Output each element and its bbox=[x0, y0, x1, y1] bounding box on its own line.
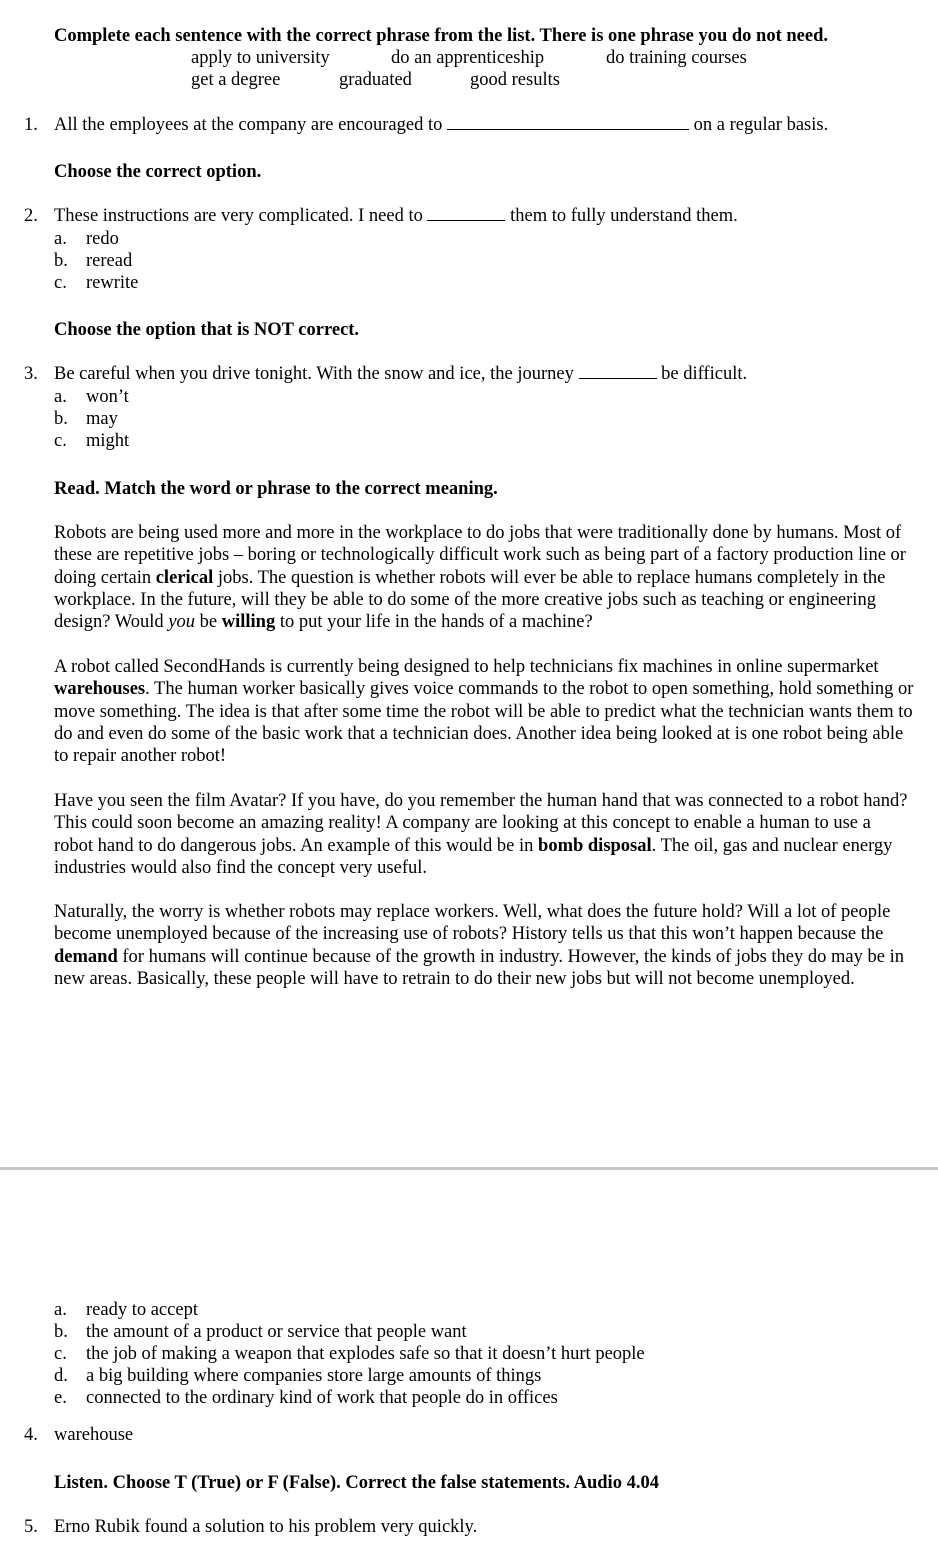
section5-instruction: Listen. Choose T (True) or F (False). Correct the false statements. Audio 4.04 bbox=[54, 1473, 659, 1493]
option-letter: a. bbox=[54, 229, 67, 249]
option-letter: c. bbox=[54, 273, 67, 293]
page-divider bbox=[0, 1167, 938, 1170]
answer-blank[interactable] bbox=[427, 205, 505, 221]
answer-blank[interactable] bbox=[579, 363, 657, 379]
paragraph-text: A robot called SecondHands is currently being designed to help technicians fix machines in online supermarket bbox=[54, 657, 879, 677]
option-letter: b. bbox=[54, 251, 68, 271]
meaning-letter: d. bbox=[54, 1366, 68, 1386]
option-text: may bbox=[86, 409, 118, 429]
meaning-text: a big building where companies store large amounts of things bbox=[86, 1366, 542, 1386]
question-4: warehouse bbox=[54, 1425, 134, 1445]
question-number: 4. bbox=[24, 1425, 38, 1445]
vocab-word-warehouses: warehouses bbox=[54, 679, 146, 700]
question-3 bbox=[54, 363, 747, 385]
meaning-text: the amount of a product or service that people want bbox=[86, 1322, 467, 1342]
answer-blank[interactable] bbox=[447, 114, 689, 130]
question-text: be difficult. bbox=[661, 364, 748, 384]
reading-paragraph-4 bbox=[54, 901, 914, 990]
option-item[interactable] bbox=[54, 408, 118, 430]
meaning-item bbox=[54, 1343, 645, 1365]
option-letter: a. bbox=[54, 387, 67, 407]
vocab-word-willing: willing bbox=[221, 612, 276, 633]
paragraph-text: . The human worker basically gives voice commands to the robot to open something, hold something or move something. The idea is that after some time the robot will be able to predict what the technician wants them to do and even do some of the basic work that a technician does. Another idea being looked at is one robot being able to repair another robot! bbox=[54, 679, 914, 767]
question-2 bbox=[54, 205, 738, 227]
vocab-word-clerical: clerical bbox=[155, 567, 214, 588]
meaning-text: connected to the ordinary kind of work that people do in offices bbox=[86, 1388, 558, 1408]
question-1 bbox=[54, 114, 828, 136]
question-number: 3. bbox=[24, 364, 38, 384]
word-bank-item: apply to university bbox=[191, 48, 330, 68]
option-text: rewrite bbox=[86, 273, 139, 293]
section1-instruction: Complete each sentence with the correct phrase from the list. There is one phrase you do not need. bbox=[54, 26, 829, 46]
paragraph-text: to put your life in the hands of a machine? bbox=[275, 612, 593, 633]
word-bank-item: do an apprenticeship bbox=[391, 48, 545, 68]
meaning-letter: a. bbox=[54, 1300, 67, 1320]
option-item[interactable] bbox=[54, 386, 129, 408]
question-text: on a regular basis. bbox=[693, 115, 829, 135]
option-text: might bbox=[86, 431, 130, 451]
meaning-text: the job of making a weapon that explodes safe so that it doesn’t hurt people bbox=[86, 1344, 645, 1364]
option-item[interactable] bbox=[54, 272, 138, 294]
reading-paragraph-3 bbox=[54, 790, 914, 879]
word-bank-item: good results bbox=[470, 70, 560, 90]
vocab-word-bomb-disposal: bomb disposal bbox=[538, 835, 652, 856]
vocab-word-demand: demand bbox=[54, 946, 118, 967]
word-bank-item: get a degree bbox=[191, 70, 281, 90]
option-item[interactable] bbox=[54, 228, 119, 250]
option-letter: c. bbox=[54, 431, 67, 451]
word-bank-item: do training courses bbox=[606, 48, 747, 68]
paragraph-text: . The oil, gas and nuclear energy industries would also find the concept very useful. bbox=[54, 835, 893, 878]
option-letter: b. bbox=[54, 409, 68, 429]
meaning-item bbox=[54, 1387, 558, 1409]
paragraph-text: be bbox=[195, 612, 222, 633]
meaning-text: ready to accept bbox=[86, 1300, 198, 1320]
question-text: them to fully understand them. bbox=[510, 206, 738, 226]
paragraph-text: jobs. The question is whether robots will ever be able to replace humans completely in the workplace. In the future, will they be able to do some of the more creative jobs such as teaching or engineering design? Would bbox=[54, 567, 886, 633]
meaning-item bbox=[54, 1299, 198, 1321]
option-text: reread bbox=[86, 251, 133, 271]
paragraph-text: Naturally, the worry is whether robots may replace workers. Well, what does the future hold? Will a lot of people become unemployed because of the increasing use of robots? History tells us that this won’t happen because the bbox=[54, 902, 891, 945]
meaning-letter: e. bbox=[54, 1388, 67, 1408]
section3-instruction: Choose the option that is NOT correct. bbox=[54, 320, 360, 340]
word-bank-item: graduated bbox=[339, 70, 412, 90]
question-5: Erno Rubik found a solution to his problem very quickly. bbox=[54, 1517, 478, 1537]
section2-instruction: Choose the correct option. bbox=[54, 162, 262, 182]
section4-instruction: Read. Match the word or phrase to the correct meaning. bbox=[54, 479, 498, 499]
option-text: redo bbox=[86, 229, 119, 249]
meaning-item bbox=[54, 1365, 541, 1387]
question-text: Be careful when you drive tonight. With the snow and ice, the journey bbox=[54, 364, 574, 384]
question-number: 5. bbox=[24, 1517, 38, 1537]
reading-paragraph-2 bbox=[54, 656, 918, 767]
question-text: All the employees at the company are encouraged to bbox=[54, 115, 443, 135]
paragraph-text: Robots are being used more and more in the workplace to do jobs that were traditionally done by humans. Most of these are repetitive jobs – boring or technologically difficult work such as being part of a factory production line or doing certain bbox=[54, 523, 906, 588]
paragraph-text: for humans will continue because of the growth in industry. However, the kinds of jobs they do may be in new areas. Basically, these people will have to retrain to do their new jobs but will not become unemployed. bbox=[54, 946, 904, 989]
paragraph-text: Have you seen the film Avatar? If you have, do you remember the human hand that was connected to a robot hand? This could soon become an amazing reality! A company are looking at this concept to enable a human to use a robot hand to do dangerous jobs. An example of this would be in bbox=[54, 791, 908, 856]
meaning-letter: b. bbox=[54, 1322, 68, 1342]
question-number: 2. bbox=[24, 206, 38, 226]
option-text: won’t bbox=[86, 387, 129, 407]
reading-paragraph-1 bbox=[54, 522, 914, 633]
meaning-item bbox=[54, 1321, 467, 1343]
meaning-letter: c. bbox=[54, 1344, 67, 1364]
option-item[interactable] bbox=[54, 430, 129, 452]
question-number: 1. bbox=[24, 115, 38, 135]
emphasis-word: you bbox=[168, 612, 196, 633]
option-item[interactable] bbox=[54, 250, 132, 272]
question-text: These instructions are very complicated. I need to bbox=[54, 206, 423, 226]
